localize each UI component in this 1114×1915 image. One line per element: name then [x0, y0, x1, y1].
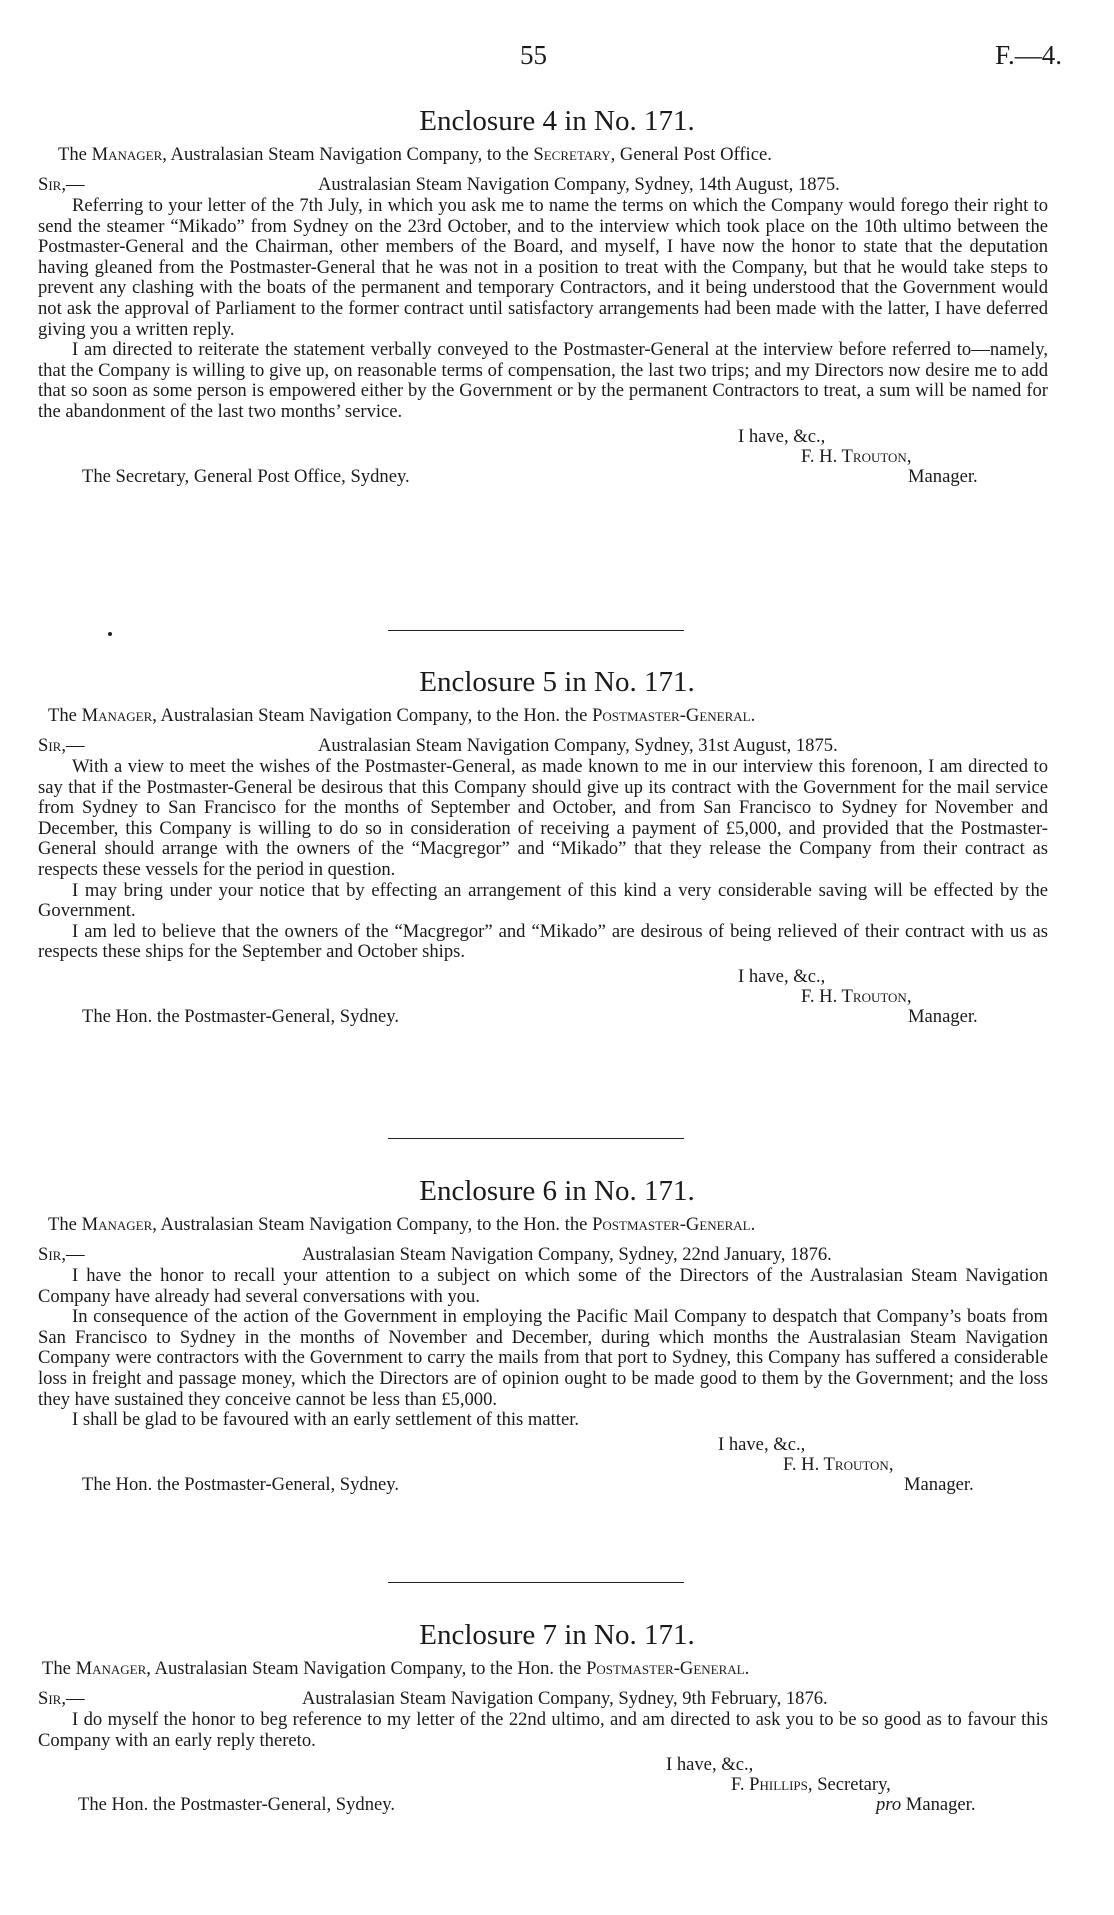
signatory-role	[904, 1475, 974, 1496]
sender-title: Manager	[81, 1214, 153, 1235]
signoff	[38, 1751, 1048, 1817]
signoff	[38, 1431, 1048, 1497]
sender-title: Manager	[81, 705, 153, 726]
enclosure-subtitle: The Manager, Australasian Steam Navigation Company, to the Hon. the Postmaster-General.	[48, 705, 756, 726]
section-divider	[388, 1138, 684, 1139]
signature	[783, 1455, 893, 1476]
signature-name: F. H. Trouton,	[801, 445, 912, 467]
section-divider	[388, 630, 684, 631]
dateline: Australasian Steam Navigation Company, Sydney, 22nd January, 1876.	[302, 1244, 832, 1265]
enclosure-title: Enclosure 7 in No. 171.	[419, 1619, 695, 1651]
signature-prefix: F.	[731, 1774, 750, 1796]
paragraph: Referring to your letter of the 7th July, in which you ask me to name the terms on which the Company would forego their right to send the steamer “Mikado” from Sydney on the 23rd October, and to the interview which took place on the 10th ultimo between the Postmaster-General and the Chairman, other members of the Board, and myself, I have now the honor to state that the deputation having gleaned from the Postmaster-General that he was not in a position to treat with the Company, but that he would take steps to prevent any clashing with the boats of the permanent and temporary Contractors, and it being understood that the Government would not ask the approval of Parliament to the former contract until satisfactory arrangements had been made with the latter, I have deferred giving you a written reply.	[38, 195, 1048, 340]
salutation: Sir,—	[38, 1244, 85, 1265]
addressee: The Hon. the Postmaster-General, Sydney.	[78, 1794, 396, 1816]
enclosure-title: Enclosure 4 in No. 171.	[419, 105, 695, 137]
paragraph: I may bring under your notice that by effecting an arrangement of this kind a very considerable saving will be effected by the Government.	[38, 879, 1048, 922]
subtitle-end: .	[750, 705, 756, 726]
enclosure-6	[38, 1173, 1048, 1497]
paragraph: I shall be glad to be favoured with an early settlement of this matter.	[72, 1409, 580, 1431]
page-header	[0, 40, 1114, 80]
recipient-title: Postmaster-General	[592, 1214, 751, 1235]
dateline: Australasian Steam Navigation Company, Sydney, 9th February, 1876.	[302, 1688, 828, 1709]
recipient-title: Postmaster-General	[592, 705, 751, 726]
dateline: Australasian Steam Navigation Company, Sydney, 31st August, 1875.	[318, 735, 838, 756]
enclosure-subtitle: The Manager, Australasian Steam Navigation Company, to the Hon. the Postmaster-General.	[48, 1214, 756, 1235]
paragraph: I am directed to reiterate the statement verbally conveyed to the Postmaster-General at the interview before referred to—namely, that the Company is willing to give up, on reasonable terms of compensation, the last two trips; and my Directors now desire me to add that so soon as some person is empowered either by the Government or by the permanent Contractors to treat, a sum will be named for the abandonment of the last two months’ service.	[38, 339, 1048, 422]
closing: I have, &c.,	[666, 1754, 754, 1776]
paragraph: I do myself the honor to beg reference to my letter of the 22nd ultimo, and am directed to ask you to be so good as to favour this Company with an early reply thereto.	[38, 1709, 1048, 1751]
salutation: Sir,—	[38, 1688, 85, 1709]
salutation: Sir,—	[38, 174, 85, 195]
signatory-role	[908, 467, 978, 488]
subtitle-text: , Australasian Steam Navigation Company, to the Hon. the	[146, 1658, 587, 1679]
paragraph: In consequence of the action of the Government in employing the Pacific Mail Company to despatch that Company’s boats from San Francisco to Sydney in the months of November and December, during which months the Australasian Steam Navigation Company were contractors with the Government to carry the mails from that port to Sydney, this Company has suffered a considerable loss in freight and passage money, which the Directors are of opinion ought to be made good to them by the Government; and the loss they have sustained they conceive cannot be less than £5,000.	[38, 1306, 1048, 1410]
sender-title: Manager	[91, 144, 163, 165]
role-text: Manager.	[901, 1794, 976, 1816]
subtitle-end: .	[744, 1658, 750, 1679]
addressee: The Hon. the Postmaster-General, Sydney.	[82, 1473, 400, 1495]
enclosure-4	[38, 103, 1048, 489]
sender-title: Manager	[75, 1658, 147, 1679]
role-text: Manager.	[904, 1473, 974, 1495]
signature	[801, 987, 911, 1008]
page-reference: F.—4.	[995, 40, 1062, 70]
closing: I have, &c.,	[718, 1433, 806, 1455]
signatory-role	[908, 1007, 978, 1028]
signature-suffix: , Secretary,	[807, 1774, 891, 1796]
signature-name: F. H. Trouton,	[783, 1453, 894, 1475]
enclosure-subtitle: The Manager, Australasian Steam Navigation Company, to the Secretary, General Post Office.	[58, 144, 772, 165]
role-prefix: pro	[876, 1794, 902, 1816]
recipient-title: Postmaster-General	[586, 1658, 745, 1679]
subtitle-text: , Australasian Steam Navigation Company, to the Hon. the	[152, 1214, 593, 1235]
subtitle-text: , Australasian Steam Navigation Company, to the Hon. the	[152, 705, 593, 726]
role-text: Manager.	[908, 465, 978, 487]
signature-name: F. H. Trouton,	[801, 985, 912, 1007]
addressee: The Secretary, General Post Office, Sydney.	[82, 465, 410, 487]
enclosure-7	[38, 1617, 1048, 1817]
role-text: Manager.	[908, 1005, 978, 1027]
closing: I have, &c.,	[738, 425, 826, 447]
paragraph: I have the honor to recall your attention to a subject on which some of the Directors of the Australasian Steam Navigation Company have already had several conversations with you.	[38, 1265, 1048, 1307]
signature	[731, 1775, 891, 1796]
signoff	[38, 423, 1048, 489]
subtitle-end: , General Post Office.	[610, 144, 772, 165]
section-divider	[388, 1582, 684, 1583]
salutation: Sir,—	[38, 735, 85, 756]
addressee: The Hon. the Postmaster-General, Sydney.	[82, 1005, 400, 1027]
closing: I have, &c.,	[738, 965, 826, 987]
subtitle-end: .	[750, 1214, 756, 1235]
enclosure-5	[38, 664, 1048, 1029]
signature-name: Phillips	[749, 1774, 808, 1796]
enclosure-subtitle: The Manager, Australasian Steam Navigation Company, to the Hon. the Postmaster-General.	[42, 1658, 750, 1679]
page-number: 55	[520, 40, 547, 70]
paragraph: With a view to meet the wishes of the Postmaster-General, as made known to me in our interview this forenoon, I am directed to say that if the Postmaster-General be desirous that this Company should give up its contract with the Government for the mail service from Sydney to San Francisco for the months of September and October, and from San Francisco to Sydney for November and December, this Company is willing to do so in consideration of receiving a payment of £5,000, and provided that the Postmaster-General should arrange with the owners of the “Macgregor” and “Mikado” that they release the Company from their contract as respects these vessels for the period in question.	[38, 756, 1048, 880]
paragraph: I am led to believe that the owners of the “Macgregor” and “Mikado” are desirous of being relieved of their contract with us as respects these ships for the September and October ships.	[38, 920, 1048, 963]
signatory-role	[876, 1795, 976, 1816]
recipient-title: Secretary	[533, 144, 611, 165]
subtitle-text: , Australasian Steam Navigation Company, to the	[162, 144, 534, 165]
enclosure-title: Enclosure 5 in No. 171.	[419, 666, 695, 698]
signoff	[38, 963, 1048, 1029]
stray-mark	[108, 632, 112, 636]
enclosure-title: Enclosure 6 in No. 171.	[419, 1175, 695, 1207]
dateline: Australasian Steam Navigation Company, Sydney, 14th August, 1875.	[318, 174, 840, 195]
signature	[801, 447, 911, 468]
